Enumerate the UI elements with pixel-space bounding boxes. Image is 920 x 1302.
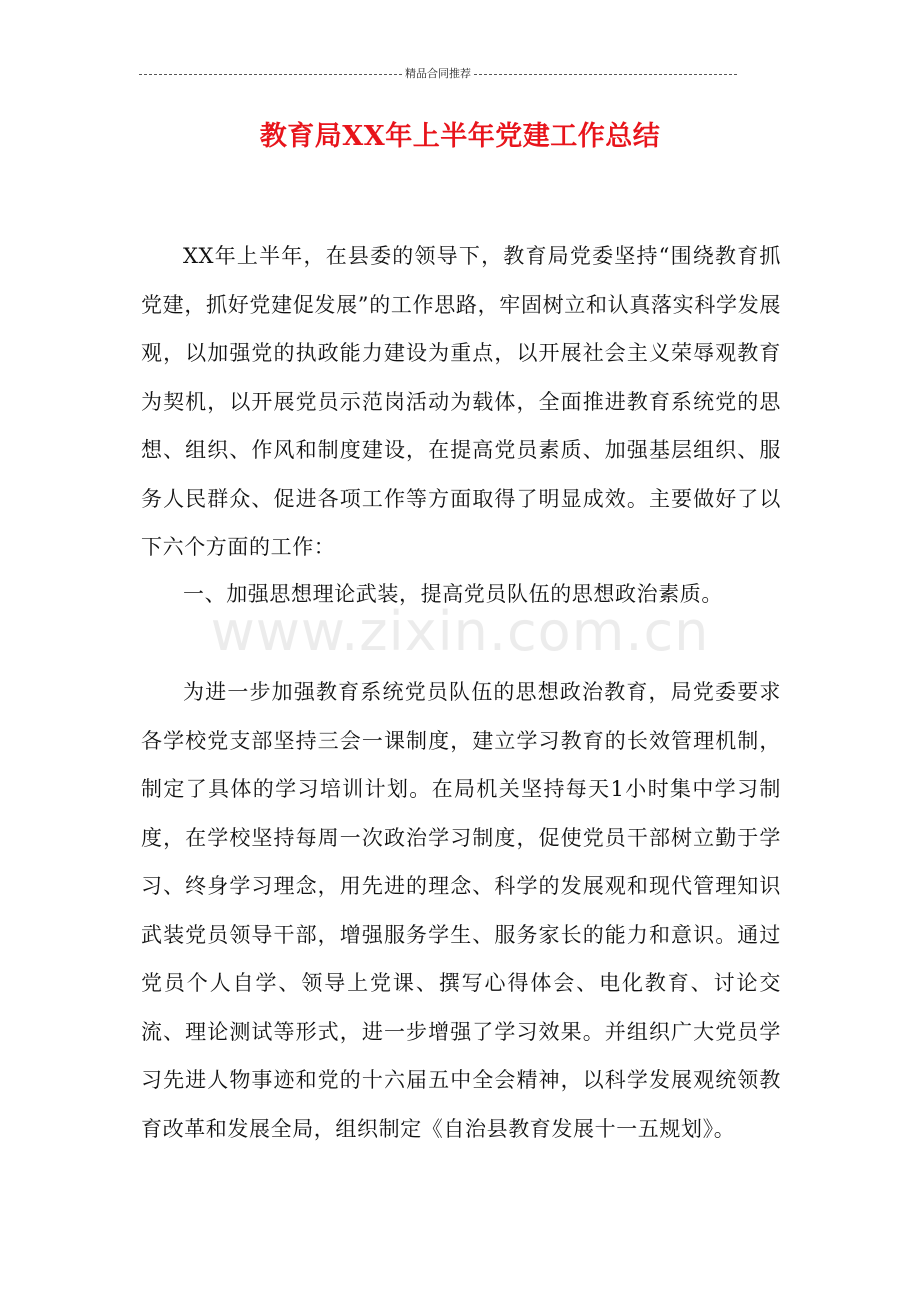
paragraph-section-heading: 一、加强思想理论武装，提高党员队伍的思想政治素质。 (183, 582, 723, 606)
paragraph-body: 为进一步加强教育系统党员队伍的思想政治教育，局党委要求各学校党支部坚持三会一课制度，建立学习教育的长效管理机制，制定了具体的学习培训计划。在局机关坚持每天1小时集中学习制度，在学校坚持每周一次政治学习制度，促使党员干部树立勤于学习、终身学习理念，用先进的理念、科学的发展观和现代管理知识武装党员领导干部，增强服务学生、服务家长的能力和意识。通过党员个人自学、领导上党课、撰写心得体会、电化教育、讨论交流、理论测试等形式，进一步增强了学习效果。并组织广大党员学习先进人物事迹和党的十六届五中全会精神，以科学发展观统领教育改革和发展全局，组织制定《自治县教育发展十一五规划》。 (141, 680, 781, 1141)
watermark: www.zixin.com.cn (210, 600, 710, 663)
document-title: 教育局XX年上半年党建工作总结 (259, 121, 661, 152)
header-dash-left (139, 74, 402, 75)
header-label: 精品合同推荐 (405, 67, 471, 80)
header-rule (139, 67, 737, 81)
header-dash-right (474, 74, 737, 75)
paragraph-intro: XX年上半年，在县委的领导下，教育局党委坚持“围绕教育抓党建，抓好党建促发展”的工作思路，牢固树立和认真落实科学发展观，以加强党的执政能力建设为重点，以开展社会主义荣辱观教育为契机，以开展党员示范岗活动为载体，全面推进教育系统党的思想、组织、作风和制度建设，在提高党员素质、加强基层组织、服务人民群众、促进各项工作等方面取得了明显成效。主要做好了以下六个方面的工作： (141, 244, 781, 559)
